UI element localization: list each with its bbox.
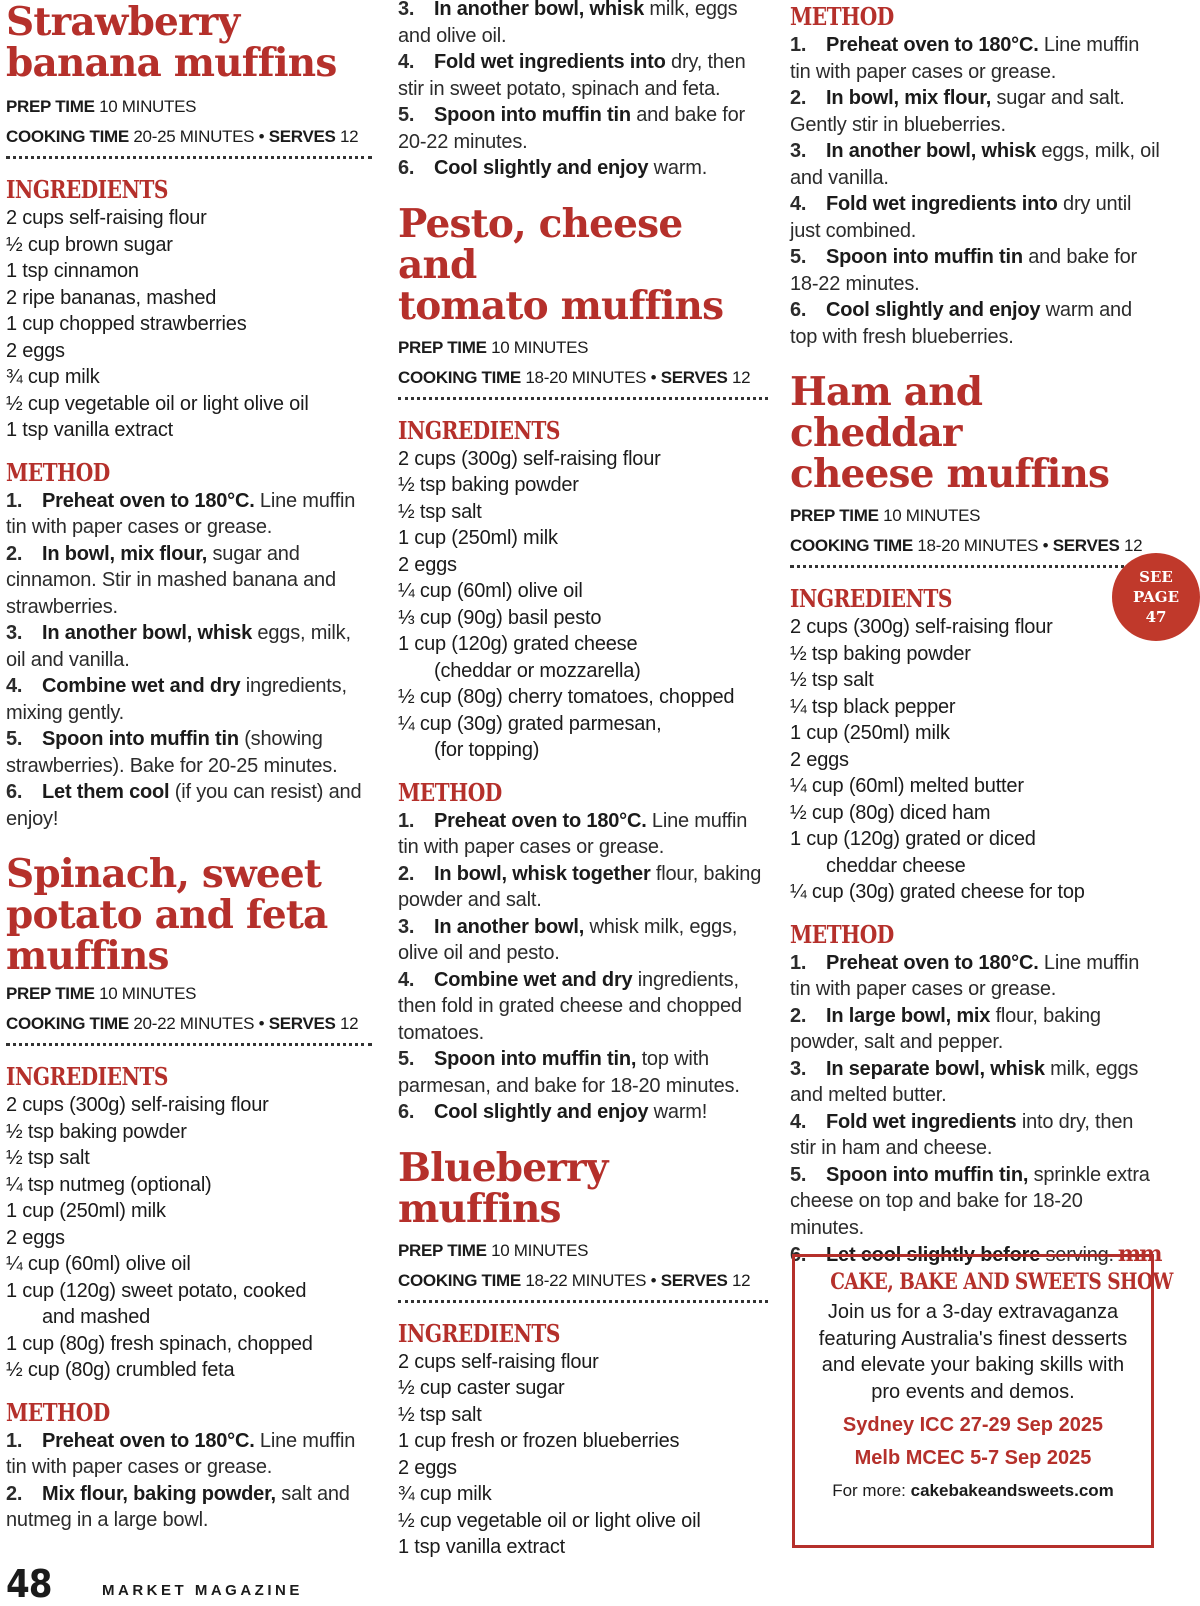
method-heading: METHOD — [6, 457, 110, 487]
cooking-time: COOKING TIME 20-25 MINUTES • SERVES 12 — [6, 127, 359, 146]
ingredient-item: 2 cups (300g) self-raising flour — [6, 1094, 269, 1116]
ingredient-item: 2 cups (300g) self-raising flour — [790, 616, 1053, 638]
ingredient-item: ½ cup caster sugar — [398, 1377, 565, 1399]
ingredient-item: 1 tsp vanilla extract — [6, 419, 173, 441]
ingredient-item: ½ cup vegetable oil or light olive oil — [6, 392, 309, 415]
prep-time: PREP TIME 10 MINUTES — [398, 337, 589, 357]
event-website-link[interactable]: cakebakeandsweets.com — [910, 1481, 1114, 1500]
method-step: 5. Spoon into muffin tin, sprinkle extra cheese on top and bake for 18-20 minutes. — [790, 1163, 1150, 1239]
ingredient-item: ⅓ cup (90g) basil pesto — [398, 606, 602, 629]
ingredient-item: ½ cup (80g) crumbled feta — [6, 1359, 235, 1381]
event-date-melbourne: Melb MCEC 5-7 Sep 2025 — [854, 1447, 1092, 1469]
ingredient-item: 1 cup (120g) sweet potato, cooked — [6, 1279, 307, 1302]
ingredient-item: 1 cup (250ml) milk — [398, 527, 558, 549]
ingredient-item: 2 cups self-raising flour — [6, 207, 207, 229]
ingredient-item: 1 cup (250ml) milk — [790, 722, 950, 744]
ingredient-item: 2 cups self-raising flour — [398, 1350, 599, 1373]
ingredients-heading: INGREDIENTS — [398, 1318, 560, 1348]
ingredient-item: 1 cup (80g) fresh spinach, chopped — [6, 1332, 313, 1355]
ingredient-item: ¼ tsp black pepper — [790, 695, 956, 718]
column-middle — [398, 0, 768, 1561]
method-step: 2. In large bowl, mix flour, baking powder, salt and pepper. — [790, 1004, 1101, 1053]
divider — [6, 1043, 372, 1046]
method-heading: METHOD — [6, 1397, 110, 1427]
ingredient-item: ¼ cup (30g) grated parmesan, — [398, 712, 662, 735]
ingredient-item: ½ tsp baking powder — [398, 474, 579, 496]
method-steps — [790, 950, 1162, 1269]
ingredient-item: ¼ cup (60ml) melted butter — [790, 775, 1024, 797]
ingredient-item: 2 eggs — [6, 1226, 65, 1249]
ingredients-list — [6, 1092, 372, 1384]
end-mark-logo: mm — [1117, 1241, 1161, 1267]
method-steps-continued — [398, 0, 768, 182]
ingredients-list — [398, 1349, 768, 1561]
method-step: 5. Spoon into muffin tin and bake for 20-22 minutes. — [398, 104, 746, 153]
prep-time: PREP TIME 10 MINUTES — [6, 97, 197, 116]
prep-time: PREP TIME 10 MINUTES — [6, 984, 197, 1003]
ingredient-item: ¾ cup milk — [6, 366, 100, 388]
method-step: 1. Preheat oven to 180°C. Line muffin tin with paper cases or grease. — [6, 489, 356, 538]
method-steps — [398, 808, 768, 1126]
method-step: 5. Spoon into muffin tin (showing strawberries). Bake for 20-25 minutes. — [6, 728, 338, 777]
ingredient-item: ¼ cup (60ml) olive oil — [6, 1253, 191, 1275]
method-step: 6. Cool slightly and enjoy warm! — [398, 1101, 708, 1123]
cooking-time: COOKING TIME 18-20 MINUTES • SERVES 12 — [790, 536, 1143, 555]
method-step: 6. Cool slightly and enjoy warm. — [398, 157, 708, 179]
ingredient-item: 1 cup fresh or frozen blueberries — [398, 1430, 680, 1452]
ingredient-item: 2 cups (300g) self-raising flour — [398, 447, 661, 470]
method-step: 4. Fold wet ingredients into dry until just combined. — [790, 193, 1132, 242]
divider — [398, 397, 768, 400]
ingredient-item: 1 cup (120g) grated cheese — [398, 633, 638, 655]
column-right — [790, 0, 1162, 1269]
recipe-title-spinach-feta: Spinach, sweet potato and feta muffins — [6, 851, 328, 979]
method-step: 5. Spoon into muffin tin and bake for 18-22 minutes. — [790, 246, 1138, 295]
ingredient-item: ½ cup (80g) cherry tomatoes, chopped — [398, 686, 735, 708]
ingredient-item: ¼ cup (60ml) olive oil — [398, 580, 583, 602]
method-step: 2. In bowl, mix flour, sugar and salt. Gently stir in blueberries. — [790, 87, 1125, 136]
cooking-time: COOKING TIME 20-22 MINUTES • SERVES 12 — [6, 1014, 359, 1033]
event-title: CAKE, BAKE AND SWEETS SHOW — [830, 1269, 1173, 1295]
recipe-title-strawberry-banana: Strawberry banana muffins — [6, 0, 337, 86]
ingredient-item: 1 cup chopped strawberries — [6, 313, 247, 335]
ingredient-item: 2 eggs — [6, 339, 65, 362]
method-step: 1. Preheat oven to 180°C. Line muffin tin with paper cases or grease. — [6, 1429, 356, 1478]
method-step: 5. Spoon into muffin tin, top with parmesan, and bake for 18-20 minutes. — [398, 1048, 740, 1097]
ingredient-item: (for topping) — [434, 739, 540, 761]
method-step: 1. Preheat oven to 180°C. Line muffin tin with paper cases or grease. — [790, 34, 1140, 83]
ingredient-item: ½ tsp baking powder — [790, 642, 971, 665]
method-step: 6. Let them cool (if you can resist) and enjoy! — [6, 781, 362, 830]
ingredient-item: and mashed — [42, 1306, 151, 1328]
ingredients-heading: INGREDIENTS — [6, 1062, 168, 1091]
method-step: 4. Combine wet and dry ingredients, then fold in grated cheese and chopped tomatoes. — [398, 968, 742, 1044]
ingredient-item: 1 tsp cinnamon — [6, 260, 139, 282]
ingredient-item: ½ tsp salt — [790, 669, 874, 691]
ingredient-item: (cheddar or mozzarella) — [434, 659, 641, 682]
ingredient-item: ¼ cup (30g) grated cheese for top — [790, 881, 1085, 903]
event-description: Join us for a 3-day extravaganza featuring Australia's finest desserts and elevate your baking skills with pro events and demos. — [818, 1301, 1128, 1403]
method-heading: METHOD — [398, 777, 502, 807]
ingredient-item: ½ cup brown sugar — [6, 233, 173, 256]
event-date-sydney: Sydney ICC 27-29 Sep 2025 — [842, 1414, 1104, 1436]
ingredient-item: 2 eggs — [790, 748, 849, 771]
prep-time: PREP TIME 10 MINUTES — [790, 506, 981, 525]
method-step: 1. Preheat oven to 180°C. Line muffin tin with paper cases or grease. — [398, 809, 748, 858]
magazine-name: MARKET MAGAZINE — [102, 1582, 303, 1599]
ingredients-list — [790, 614, 1162, 906]
method-step: 3. In another bowl, whisk milk, eggs and olive oil. — [398, 0, 738, 47]
divider — [790, 565, 1162, 568]
method-step: 2. In bowl, whisk together flour, baking powder and salt. — [398, 862, 762, 911]
ingredient-item: ½ tsp salt — [398, 500, 482, 523]
ingredient-item: 1 cup (120g) grated or diced — [790, 828, 1036, 850]
ingredient-item: ½ cup (80g) diced ham — [790, 801, 991, 824]
method-step: 3. In separate bowl, whisk milk, eggs and melted butter. — [790, 1057, 1139, 1106]
method-step: 3. In another bowl, whisk eggs, milk, oil and vanilla. — [790, 140, 1160, 189]
method-steps — [6, 488, 372, 833]
ingredient-item: ½ tsp salt — [6, 1147, 90, 1169]
method-step: 4. Fold wet ingredients into dry, then stir in sweet potato, spinach and feta. — [398, 51, 746, 100]
ingredients-heading: INGREDIENTS — [398, 415, 560, 445]
ingredients-list — [6, 205, 372, 444]
prep-time: PREP TIME 10 MINUTES — [398, 1240, 589, 1260]
ingredient-item: 2 eggs — [398, 1456, 457, 1479]
ingredient-item: 1 cup (250ml) milk — [6, 1200, 166, 1222]
cooking-time: COOKING TIME 18-20 MINUTES • SERVES 12 — [398, 367, 751, 387]
ingredient-item: ¾ cup milk — [398, 1483, 492, 1505]
method-step: 6. Cool slightly and enjoy warm and top with fresh blueberries. — [790, 299, 1132, 348]
method-heading: METHOD — [790, 919, 894, 949]
divider — [6, 156, 372, 159]
ingredient-item: ½ cup vegetable oil or light olive oil — [398, 1509, 701, 1532]
ingredients-list — [398, 446, 768, 764]
method-step: 6. Let cool slightly before serving. mm — [790, 1241, 1161, 1267]
method-step: 3. In another bowl, whisk eggs, milk, oil and vanilla. — [6, 622, 351, 671]
ingredient-item: 1 tsp vanilla extract — [398, 1536, 565, 1558]
ingredient-item: ½ tsp baking powder — [6, 1120, 187, 1143]
cooking-time: COOKING TIME 18-22 MINUTES • SERVES 12 — [398, 1270, 751, 1290]
ingredient-item: 2 ripe bananas, mashed — [6, 286, 217, 309]
page-number: 48 — [6, 1562, 52, 1606]
method-steps — [6, 1428, 372, 1534]
event-more-info: For more: cakebakeandsweets.com — [832, 1481, 1114, 1500]
method-steps — [790, 32, 1162, 350]
column-left — [6, 0, 372, 1534]
ingredient-item: ½ tsp salt — [398, 1403, 482, 1426]
method-step: 2. Mix flour, baking powder, salt and nutmeg in a large bowl. — [6, 1482, 350, 1531]
method-step: 2. In bowl, mix flour, sugar and cinnamon. Stir in mashed banana and strawberries. — [6, 542, 336, 618]
ingredient-item: 2 eggs — [398, 553, 457, 576]
method-step: 3. In another bowl, whisk milk, eggs, olive oil and pesto. — [398, 915, 738, 964]
ingredients-heading: INGREDIENTS — [6, 175, 168, 204]
method-step: 1. Preheat oven to 180°C. Line muffin tin with paper cases or grease. — [790, 951, 1140, 1000]
ingredient-item: ¼ tsp nutmeg (optional) — [6, 1173, 212, 1196]
ingredients-heading: INGREDIENTS — [790, 584, 952, 613]
ingredient-item: cheddar cheese — [826, 854, 966, 877]
method-step: 4. Combine wet and dry ingredients, mixing gently. — [6, 675, 347, 724]
method-step: 4. Fold wet ingredients into dry, then stir in ham and cheese. — [790, 1110, 1134, 1159]
divider — [398, 1300, 768, 1303]
recipe-title-pesto-tomato: Pesto, cheese and tomato muffins — [398, 200, 724, 329]
see-page-badge[interactable]: SEE PAGE 47 — [1112, 553, 1200, 641]
method-heading: METHOD — [790, 2, 894, 31]
recipe-title-ham-cheddar: Ham and cheddar cheese muffins — [790, 369, 1110, 497]
recipe-title-blueberry: Blueberry muffins — [398, 1144, 608, 1232]
